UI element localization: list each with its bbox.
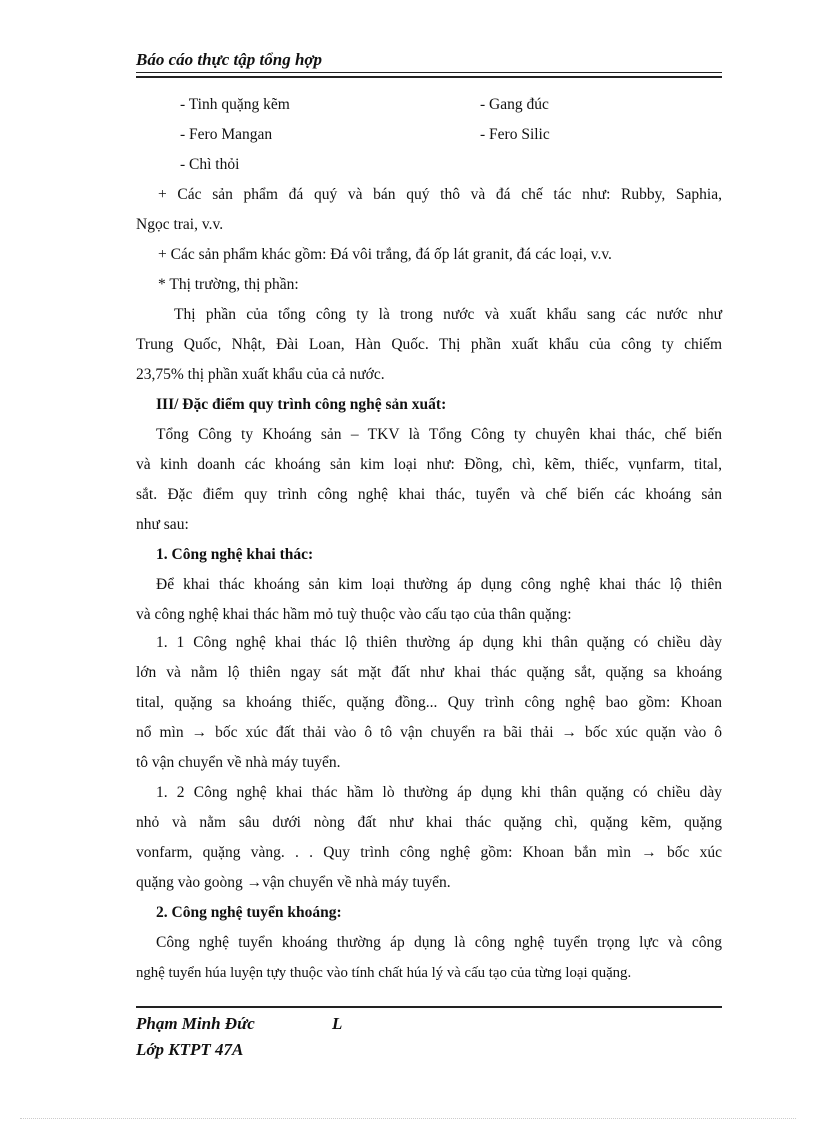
footer-author: Phạm Minh Đức [136, 1014, 255, 1033]
paragraph-line: sắt. Đặc điểm quy trình công nghệ khai thác, tuyển và chế biến các khoáng sản [136, 486, 722, 503]
paragraph-line: + Các sản phẩm khác gồm: Đá vôi trắng, đá ốp lát granit, đá các loại, v.v. [158, 246, 612, 263]
paragraph-line: 1. 2 Công nghệ khai thác hầm lò thường áp dụng khi thân quặng có chiều dày [156, 784, 722, 801]
paragraph-line: nhỏ và nằm sâu dưới nòng đất như khai thác quặng chì, quặng kẽm, quặng [136, 814, 722, 831]
product-row [136, 125, 722, 145]
paragraph-line: Công nghệ tuyển khoáng thường áp dụng là công nghệ tuyển trọng lực và công [156, 934, 722, 951]
section-heading: 1. Công nghệ khai thác: [156, 546, 314, 563]
paragraph-line: lớn và nằm lộ thiên ngay sát mặt đất như khai thác quặng sắt, quặng sa khoáng [136, 664, 722, 681]
paragraph-line: 23,75% thị phần xuất khẩu của cả nước. [136, 366, 385, 383]
footer-class: Lớp KTPT 47A [136, 1040, 244, 1059]
product-item: - Gang đúc [480, 96, 549, 113]
page-edge [20, 1118, 796, 1119]
paragraph-line: Trung Quốc, Nhật, Đài Loan, Hàn Quốc. Thị phần xuất khẩu của công ty chiếm [136, 336, 722, 353]
paragraph-line: và kinh doanh các khoáng sản kim loại như: Đồng, chì, kẽm, thiếc, vụnfarm, tital, [136, 456, 722, 473]
product-item: - Fero Mangan [180, 126, 273, 143]
paragraph-line: Thị phần của tổng công ty là trong nước và xuất khẩu sang các nước như [174, 306, 722, 323]
header-divider [136, 72, 722, 78]
product-item: - Chì thỏi [180, 156, 240, 173]
product-row [136, 95, 722, 115]
section-heading: 2. Công nghệ tuyển khoáng: [156, 904, 342, 921]
paragraph-line: và công nghệ khai thác hầm mỏ tuỳ thuộc vào cấu tạo của thân quặng: [136, 606, 572, 623]
paragraph-line: nổ mìn → bốc xúc đất thải vào ô tô vận chuyển ra bãi thải → bốc xúc quặn vào ô [136, 724, 722, 741]
paragraph-line: tô vận chuyển về nhà máy tuyển. [136, 754, 341, 771]
paragraph-line: như sau: [136, 516, 189, 533]
subheading: * Thị trường, thị phần: [158, 276, 299, 293]
footer-divider [136, 1006, 722, 1008]
paragraph-line: 1. 1 Công nghệ khai thác lộ thiên thường áp dụng khi thân quặng có chiều dày [156, 634, 722, 651]
section-heading: III/ Đặc điểm quy trình công nghệ sản xuất: [156, 396, 447, 413]
paragraph-line: tital, quặng sa khoáng thiếc, quặng đồng... Quy trình công nghệ bao gồm: Khoan [136, 694, 722, 711]
paragraph-line: nghệ tuyển húa luyện tựy thuộc vào tính chất húa lý và cấu tạo của từng loại quặng. [136, 965, 632, 981]
paragraph-line: + Các sản phẩm đá quý và bán quý thô và đá chế tác như: Rubby, Saphia, [158, 186, 722, 203]
page-header-title: Báo cáo thực tập tổng hợp [136, 50, 323, 69]
paragraph-line: Để khai thác khoáng sản kim loại thường áp dụng công nghệ khai thác lộ thiên [156, 576, 722, 593]
product-item: - Tinh quặng kẽm [180, 96, 290, 113]
footer-mark: L [332, 1014, 343, 1033]
paragraph-line: vonfarm, quặng vàng. . . Quy trình công nghệ gồm: Khoan bắn mìn → bốc xúc [136, 844, 722, 861]
product-item: - Fero Silic [480, 126, 550, 143]
product-row [136, 155, 722, 175]
paragraph-line: Ngọc trai, v.v. [136, 216, 224, 233]
paragraph-line: Tổng Công ty Khoáng sản – TKV là Tổng Công ty chuyên khai thác, chế biến [156, 426, 722, 443]
paragraph-line: quặng vào goòng →vận chuyển về nhà máy tuyển. [136, 874, 451, 891]
